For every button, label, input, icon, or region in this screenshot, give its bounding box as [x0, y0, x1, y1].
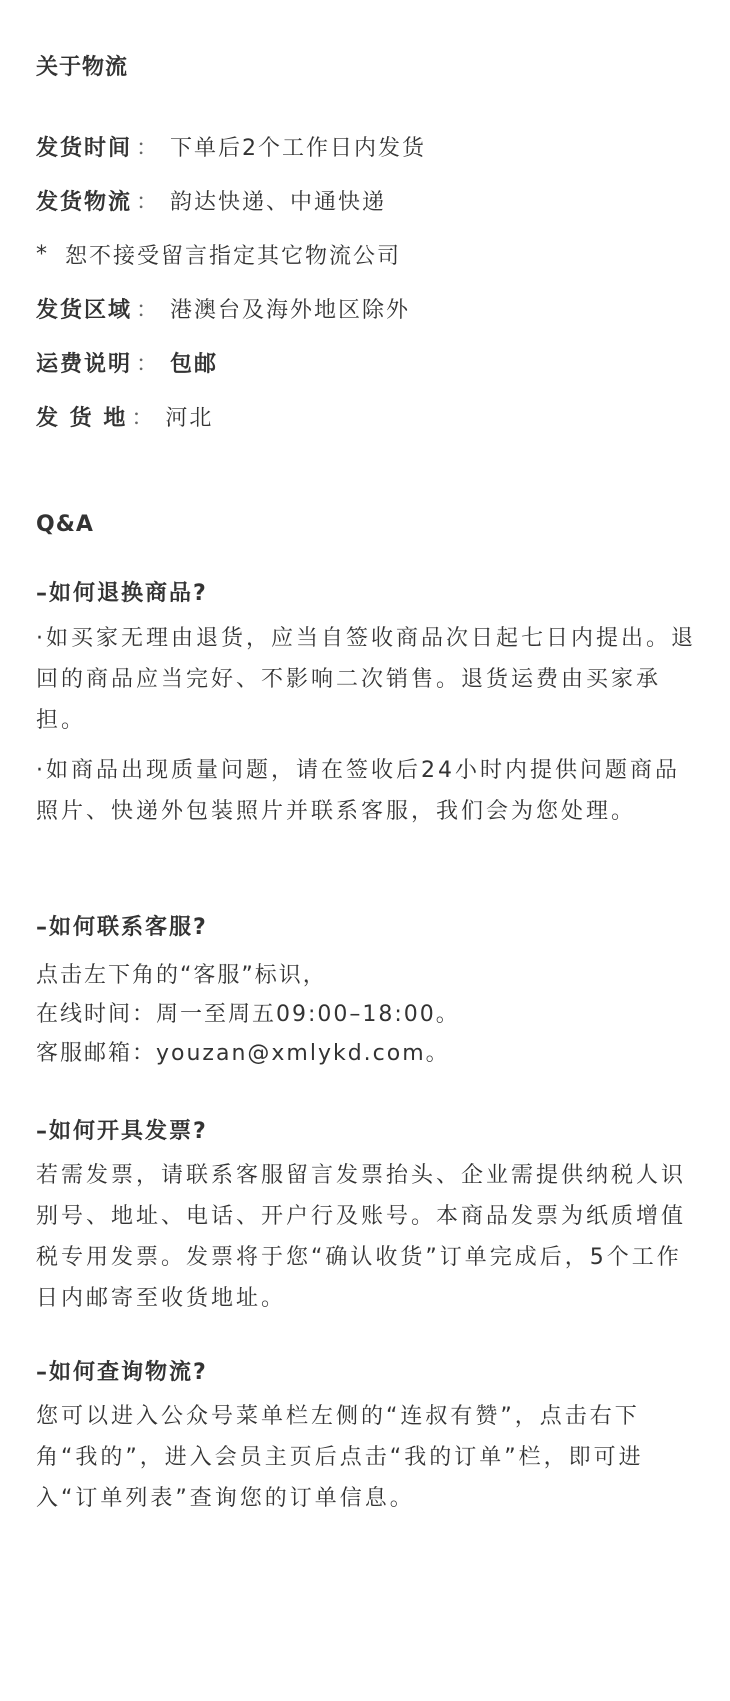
- tracking-answer: 您可以进入公众号菜单栏左侧的“连叔有赞”，点击右下角“我的”，进入会员主页后点击“我的订单”栏，即可进入“订单列表”查询您的订单信息。: [36, 1404, 644, 1511]
- origin-sep: ：: [131, 405, 156, 431]
- note-star: *: [36, 241, 49, 267]
- qa-header: Q&A: [36, 512, 94, 537]
- tracking-question: –如何查询物流?: [36, 1360, 208, 1385]
- ship-time-row: [36, 126, 426, 166]
- region-value: 港澳台及海外地区除外: [170, 297, 411, 323]
- shipping-fee-value: 包邮: [170, 351, 219, 377]
- logistics-title: 关于物流: [36, 55, 129, 80]
- ship-time-sep: ：: [136, 135, 161, 161]
- ship-time-label: 发货时间: [36, 135, 133, 161]
- carrier-row: [36, 180, 386, 220]
- note-text: 恕不接受留言指定其它物流公司: [65, 243, 402, 269]
- carrier-value: 韵达快递、中通快递: [170, 189, 387, 215]
- shipping-fee-label: 运费说明: [36, 351, 133, 377]
- returns-question: –如何退换商品?: [36, 581, 208, 606]
- returns-answer-1: ·如买家无理由退货，应当自签收商品次日起七日内提出。退回的商品应当完好、不影响二次销售。退货运费由买家承担。: [36, 626, 696, 733]
- shipping-fee-sep: ：: [136, 351, 161, 377]
- returns-answer-2: ·如商品出现质量问题，请在签收后24小时内提供问题商品照片、快递外包装照片并联系客服，我们会为您处理。: [36, 758, 680, 824]
- contact-question: –如何联系客服?: [36, 915, 208, 940]
- carrier-note: [36, 234, 401, 274]
- region-sep: ：: [136, 297, 161, 323]
- origin-row: [36, 396, 213, 436]
- origin-value: 河北: [165, 405, 214, 431]
- invoice-answer: 若需发票，请联系客服留言发票抬头、企业需提供纳税人识别号、地址、电话、开户行及账号。本商品发票为纸质增值税专用发票。发票将于您“确认收货”订单完成后，5个工作日内邮寄至收货地址。: [36, 1163, 687, 1311]
- region-row: [36, 288, 410, 328]
- region-label: 发货区域: [36, 297, 133, 323]
- contact-line-1: 点击左下角的“客服”标识，: [36, 963, 327, 988]
- contact-hours: 在线时间：周一至周五09:00–18:00。: [36, 1002, 460, 1027]
- invoice-question: –如何开具发票?: [36, 1119, 208, 1144]
- ship-time-value: 下单后2个工作日内发货: [170, 135, 427, 161]
- shipping-fee-row: [36, 342, 218, 382]
- contact-email: 客服邮箱：youzan@xmlykd.com。: [36, 1041, 450, 1066]
- carrier-sep: ：: [136, 189, 161, 215]
- carrier-label: 发货物流: [36, 189, 133, 215]
- origin-label: 发 货 地: [36, 405, 128, 431]
